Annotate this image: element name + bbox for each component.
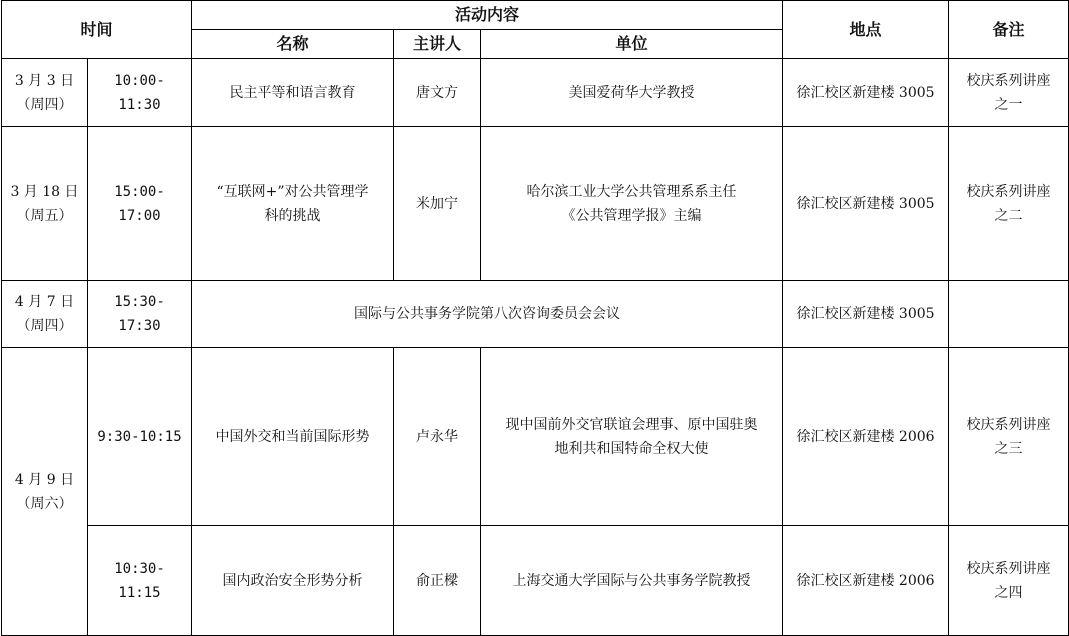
date-cell bbox=[2, 348, 88, 636]
date-cell bbox=[2, 127, 88, 281]
remark-text: 之一 bbox=[994, 96, 1023, 113]
date-cell bbox=[2, 281, 88, 348]
unit-cell bbox=[481, 348, 783, 526]
place-cell: 徐汇校区新建楼 3005 bbox=[783, 281, 949, 348]
unit-text: 地利共和国特命全权大使 bbox=[554, 440, 709, 457]
remark-cell bbox=[949, 348, 1069, 526]
remark-cell bbox=[949, 526, 1069, 636]
remark-text: 之二 bbox=[994, 207, 1023, 224]
unit-cell bbox=[481, 59, 783, 127]
unit-text: 美国爱荷华大学教授 bbox=[568, 84, 695, 101]
time-cell: 10:00-11:30 bbox=[88, 59, 192, 127]
place-cell: 徐汇校区新建楼 3005 bbox=[783, 127, 949, 281]
unit-text: 上海交通大学国际与公共事务学院教授 bbox=[512, 572, 751, 589]
header-activity: 活动内容 bbox=[192, 1, 783, 30]
lecture-name-cell bbox=[192, 526, 394, 636]
lecture-name-cell bbox=[192, 59, 394, 127]
lecture-name: 中国外交和当前国际形势 bbox=[215, 428, 370, 445]
unit-text: 现中国前外交官联谊会理事、原中国驻奥 bbox=[505, 416, 758, 433]
place-cell: 徐汇校区新建楼 3005 bbox=[783, 59, 949, 127]
unit-cell bbox=[481, 526, 783, 636]
table-row bbox=[2, 281, 1069, 348]
date-text: 4 月 7 日 bbox=[14, 294, 75, 310]
remark-cell bbox=[949, 281, 1069, 348]
lecture-name-cell bbox=[192, 348, 394, 526]
speaker-cell: 卢永华 bbox=[394, 348, 481, 526]
date-text: 3 月 3 日 bbox=[14, 72, 75, 89]
date-text: 4 月 9 日 bbox=[14, 471, 75, 488]
date-cell bbox=[2, 59, 88, 127]
table-row bbox=[2, 127, 1069, 281]
time-cell: 9:30-10:15 bbox=[88, 348, 192, 526]
weekday-text: （周四） bbox=[16, 96, 73, 113]
time-cell: 10:30-11:15 bbox=[88, 526, 192, 636]
speaker-cell: 俞正樑 bbox=[394, 526, 481, 636]
header-remark: 备注 bbox=[949, 1, 1069, 59]
remark-cell bbox=[949, 59, 1069, 127]
meeting-cell: 国际与公共事务学院第八次咨询委员会会议 bbox=[192, 281, 783, 348]
time-cell: 15:00-17:00 bbox=[88, 127, 192, 281]
lecture-name: 科的挑战 bbox=[264, 207, 321, 224]
header-place: 地点 bbox=[783, 1, 949, 59]
unit-text: 哈尔滨工业大学公共管理系系主任 bbox=[526, 183, 737, 200]
weekday-text: （周四） bbox=[16, 318, 73, 334]
lecture-name: 国内政治安全形势分析 bbox=[222, 572, 363, 589]
remark-text: 之三 bbox=[994, 440, 1023, 457]
header-unit: 单位 bbox=[481, 30, 783, 59]
weekday-text: （周六） bbox=[16, 495, 73, 512]
remark-text: 校庆系列讲座 bbox=[966, 560, 1051, 577]
speaker-cell: 唐文方 bbox=[394, 59, 481, 127]
table-row bbox=[2, 526, 1069, 636]
lecture-name: 民主平等和语言教育 bbox=[229, 84, 356, 101]
header-speaker: 主讲人 bbox=[394, 30, 481, 59]
header-name: 名称 bbox=[192, 30, 394, 59]
lecture-name: “互联网+”对公共管理学 bbox=[216, 183, 369, 200]
speaker-cell: 米加宁 bbox=[394, 127, 481, 281]
unit-cell bbox=[481, 127, 783, 281]
remark-text: 校庆系列讲座 bbox=[966, 183, 1051, 200]
remark-text: 校庆系列讲座 bbox=[966, 416, 1051, 433]
remark-cell bbox=[949, 127, 1069, 281]
table-row bbox=[2, 59, 1069, 127]
header-time: 时间 bbox=[2, 1, 192, 59]
schedule-table bbox=[1, 0, 1069, 636]
time-cell: 15:30-17:30 bbox=[88, 281, 192, 348]
lecture-name-cell bbox=[192, 127, 394, 281]
remark-text: 之四 bbox=[994, 584, 1023, 601]
unit-text: 《公共管理学报》主编 bbox=[561, 207, 702, 224]
date-text: 3 月 18 日 bbox=[10, 183, 79, 200]
weekday-text: （周五） bbox=[16, 207, 73, 224]
table-row bbox=[2, 348, 1069, 526]
place-cell: 徐汇校区新建楼 2006 bbox=[783, 526, 949, 636]
place-cell: 徐汇校区新建楼 2006 bbox=[783, 348, 949, 526]
remark-text: 校庆系列讲座 bbox=[966, 72, 1051, 89]
